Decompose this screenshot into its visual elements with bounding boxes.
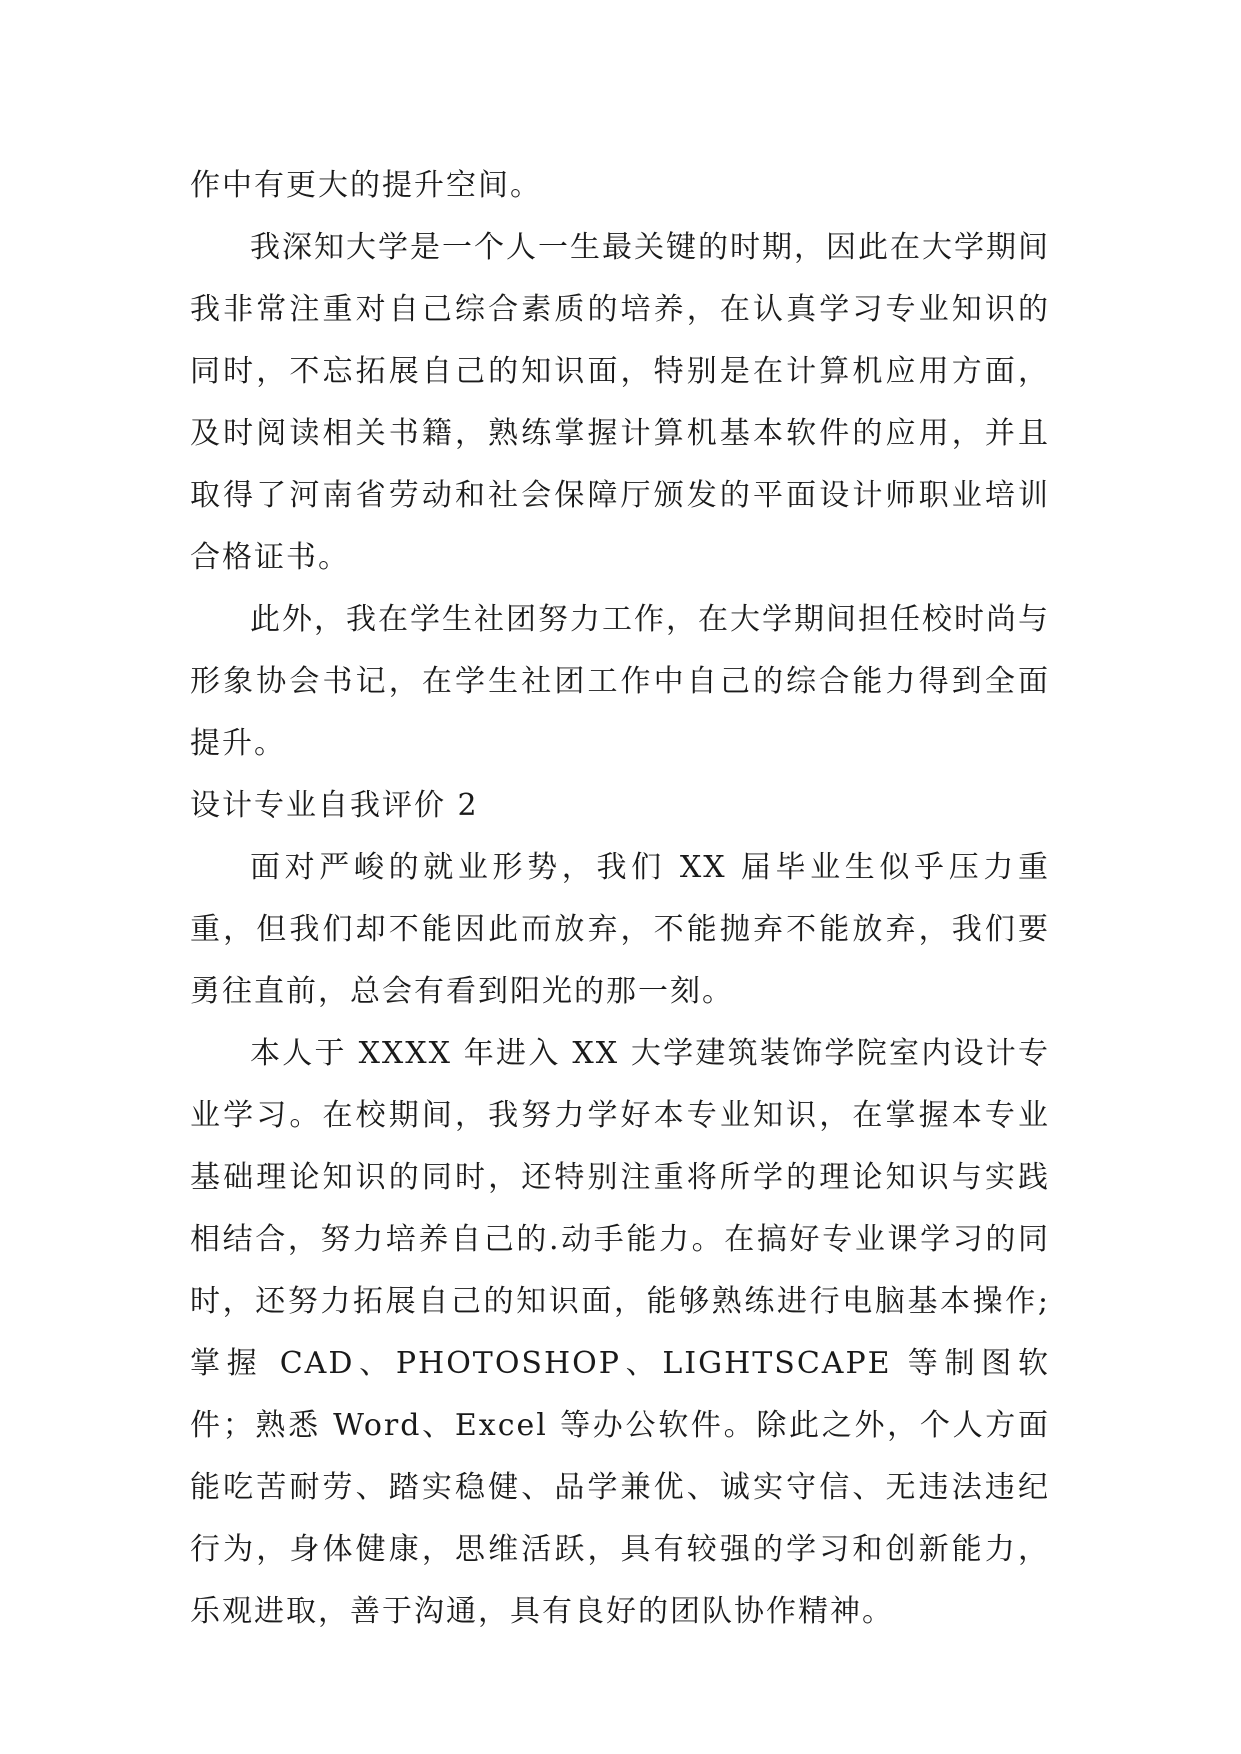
section-heading: 设计专业自我评价 2 [190,788,479,823]
paragraph-employment: 面对严峻的就业形势，我们 XX 届毕业生似乎压力重重，但我们却不能因此而放弃，不能抛弃不能放弃，我们要勇往直前，总会有看到阳光的那一刻。 [190,850,1050,1009]
paragraph-continuation: 作中有更大的提升空间。 [190,168,542,203]
document-body [190,155,1050,1643]
paragraph-study-experience: 本人于 XXXX 年进入 XX 大学建筑装饰学院室内设计专业学习。在校期间，我努力学好本专业知识，在掌握本专业基础理论知识的同时，还特别注重将所学的理论知识与实践相结合，努力培养自己的.动手能力。在搞好专业课学习的同时，还努力拓展自己的知识面，能够熟练进行电脑基本操作;掌握 CAD、PHOTOSHOP、LIGHTSCAPE 等制图软件；熟悉 Word、Excel 等办公软件。除此之外，个人方面能吃苦耐劳、踏实稳健、品学兼优、诚实守信、无违法违纪行为，身体健康，思维活跃，具有较强的学习和创新能力，乐观进取，善于沟通，具有良好的团队协作精神。 [190,1036,1050,1629]
paragraph-computer-skills: 我深知大学是一个人一生最关键的时期，因此在大学期间我非常注重对自己综合素质的培养，在认真学习专业知识的同时，不忘拓展自己的知识面，特别是在计算机应用方面，及时阅读相关书籍，熟练掌握计算机基本软件的应用，并且取得了河南省劳动和社会保障厅颁发的平面设计师职业培训合格证书。 [190,230,1050,575]
paragraph-student-club: 此外，我在学生社团努力工作，在大学期间担任校时尚与形象协会书记，在学生社团工作中自己的综合能力得到全面提升。 [190,602,1050,761]
